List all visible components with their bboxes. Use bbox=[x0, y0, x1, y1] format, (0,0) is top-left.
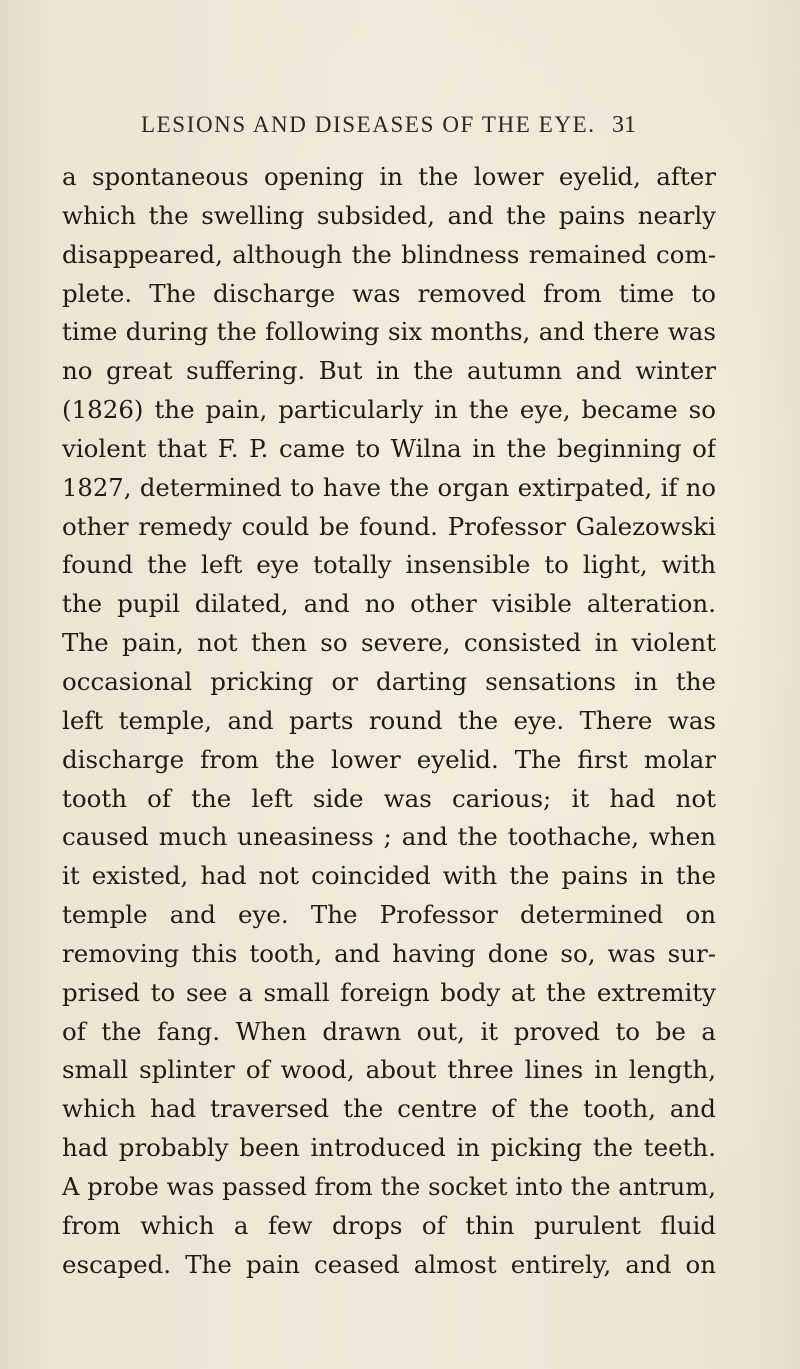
running-title: LESIONS AND DISEASES OF THE EYE. bbox=[141, 112, 596, 137]
text-line: A probe was passed from the socket into the antrum, bbox=[62, 1171, 716, 1201]
text-line: a spontaneous opening in the lower eyelid, after bbox=[62, 162, 716, 191]
text-line: caused much uneasiness ; and the toothache, when bbox=[62, 822, 716, 852]
text-line: 1827, determined to have the organ extirpated, if no bbox=[62, 472, 716, 502]
text-line: discharge from the lower eyelid. The first molar bbox=[62, 744, 716, 774]
text-line: other remedy could be found. Professor Galezowski bbox=[62, 511, 716, 541]
text-line: from which a few drops of thin purulent fluid bbox=[62, 1210, 716, 1240]
page-number: 31 bbox=[612, 112, 636, 138]
text-line: no great suffering. But in the autumn and winter bbox=[62, 356, 716, 386]
text-line: time during the following six months, and there was bbox=[62, 317, 716, 347]
text-line: The pain, not then so severe, consisted in violent bbox=[62, 628, 716, 658]
text-line: (1826) the pain, particularly in the eye, became so bbox=[62, 395, 716, 425]
text-line: prised to see a small foreign body at the extremity bbox=[62, 977, 716, 1007]
text-line: it existed, had not coincided with the pains in the bbox=[62, 861, 716, 891]
text-line: which had traversed the centre of the tooth, and bbox=[62, 1094, 716, 1124]
text-line: left temple, and parts round the eye. There was bbox=[62, 705, 716, 735]
text-line: disappeared, although the blindness remained com- bbox=[62, 239, 716, 269]
page-header bbox=[0, 112, 800, 152]
text-line: violent that F. P. came to Wilna in the beginning of bbox=[62, 433, 716, 463]
text-line: escaped. The pain ceased almost entirely, and on bbox=[62, 1249, 716, 1279]
text-line: plete. The discharge was removed from time to bbox=[62, 278, 716, 308]
text-line: found the left eye totally insensible to light, with bbox=[62, 550, 716, 580]
text-line: the pupil dilated, and no other visible alteration. bbox=[62, 589, 716, 619]
text-line: which the swelling subsided, and the pains nearly bbox=[62, 200, 716, 230]
text-line: tooth of the left side was carious; it had not bbox=[62, 783, 716, 813]
body-text bbox=[62, 158, 716, 1284]
text-line: had probably been introduced in picking the teeth. bbox=[62, 1133, 716, 1163]
text-line: of the fang. When drawn out, it proved to be a bbox=[62, 1016, 716, 1046]
text-line: occasional pricking or darting sensations in the bbox=[62, 666, 716, 696]
text-line: small splinter of wood, about three lines in length, bbox=[62, 1055, 716, 1085]
text-line: removing this tooth, and having done so, was sur- bbox=[62, 938, 716, 968]
text-line: temple and eye. The Professor determined on bbox=[62, 900, 716, 930]
